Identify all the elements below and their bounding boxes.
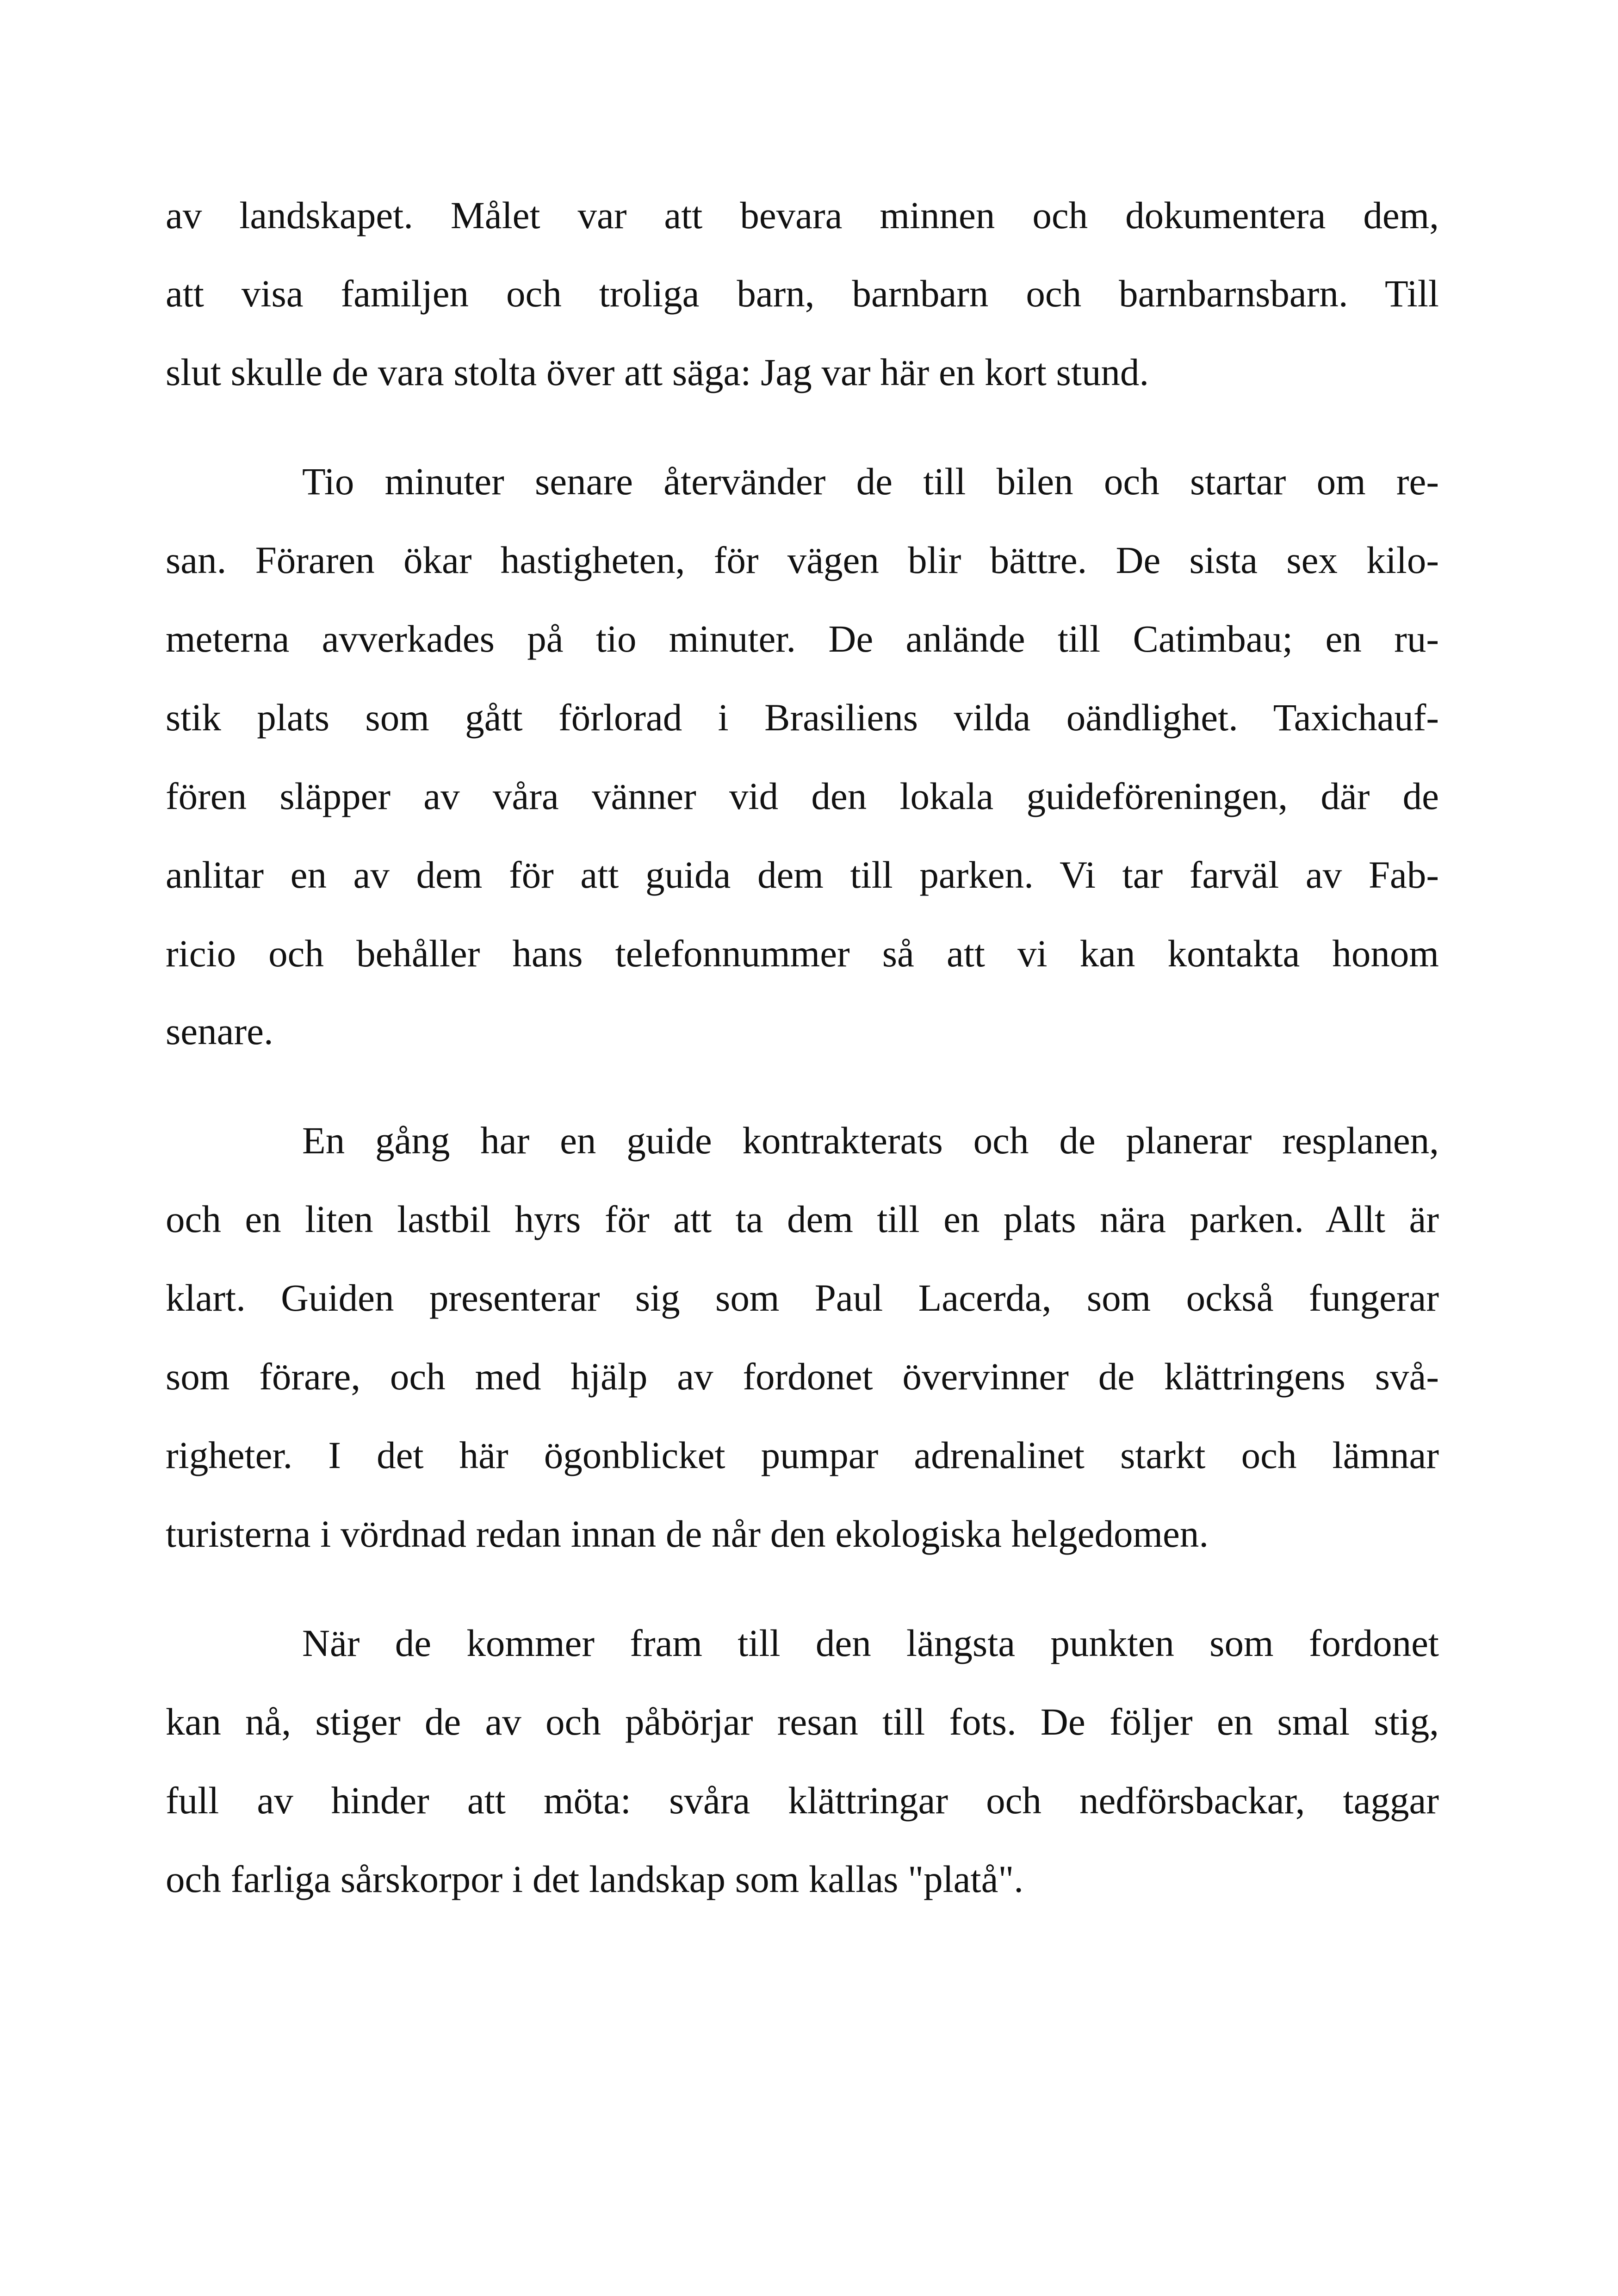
text-line: När de kommer fram till den längsta punkten som fordonet (302, 1622, 1439, 1664)
text-line: stik plats som gått förlorad i Brasiliens vilda oändlighet. Taxichauf- (166, 696, 1439, 739)
text-line: av landskapet. Målet var att bevara minnen och dokumentera dem, (166, 194, 1439, 236)
text-line: och en liten lastbil hyrs för att ta dem till en plats nära parken. Allt är (166, 1198, 1439, 1240)
text-line: En gång har en guide kontrakterats och de planerar resplanen, (302, 1119, 1439, 1162)
text-line: full av hinder att möta: svåra klättringar och nedförsbackar, taggar (166, 1779, 1439, 1822)
text-line: som förare, och med hjälp av fordonet övervinner de klättringens svå- (166, 1355, 1439, 1398)
text-line: anlitar en av dem för att guida dem till parken. Vi tar farväl av Fab- (166, 853, 1439, 896)
text-line: meterna avverkades på tio minuter. De anlände till Catimbau; en ru- (166, 617, 1439, 660)
text-line: senare. (166, 1010, 273, 1052)
text-line: righeter. I det här ögonblicket pumpar adrenalinet starkt och lämnar (166, 1434, 1439, 1476)
text-line: fören släpper av våra vänner vid den lokala guideföreningen, där de (166, 775, 1439, 817)
text-line: och farliga sårskorpor i det landskap som kallas "platå". (166, 1858, 1024, 1900)
text-line: turisterna i vördnad redan innan de når den ekologiska helgedomen. (166, 1512, 1209, 1555)
text-line: Tio minuter senare återvänder de till bilen och startar om re- (302, 460, 1439, 503)
text-line: ricio och behåller hans telefonnummer så att vi kan kontakta honom (166, 932, 1439, 975)
text-line: slut skulle de vara stolta över att säga: Jag var här en kort stund. (166, 351, 1149, 393)
text-line: kan nå, stiger de av och påbörjar resan till fots. De följer en smal stig, (166, 1700, 1439, 1743)
text-line: klart. Guiden presenterar sig som Paul Lacerda, som också fungerar (166, 1276, 1439, 1319)
text-line: san. Föraren ökar hastigheten, för vägen blir bättre. De sista sex kilo- (166, 539, 1439, 581)
text-line: att visa familjen och troliga barn, barnbarn och barnbarnsbarn. Till (166, 272, 1439, 315)
